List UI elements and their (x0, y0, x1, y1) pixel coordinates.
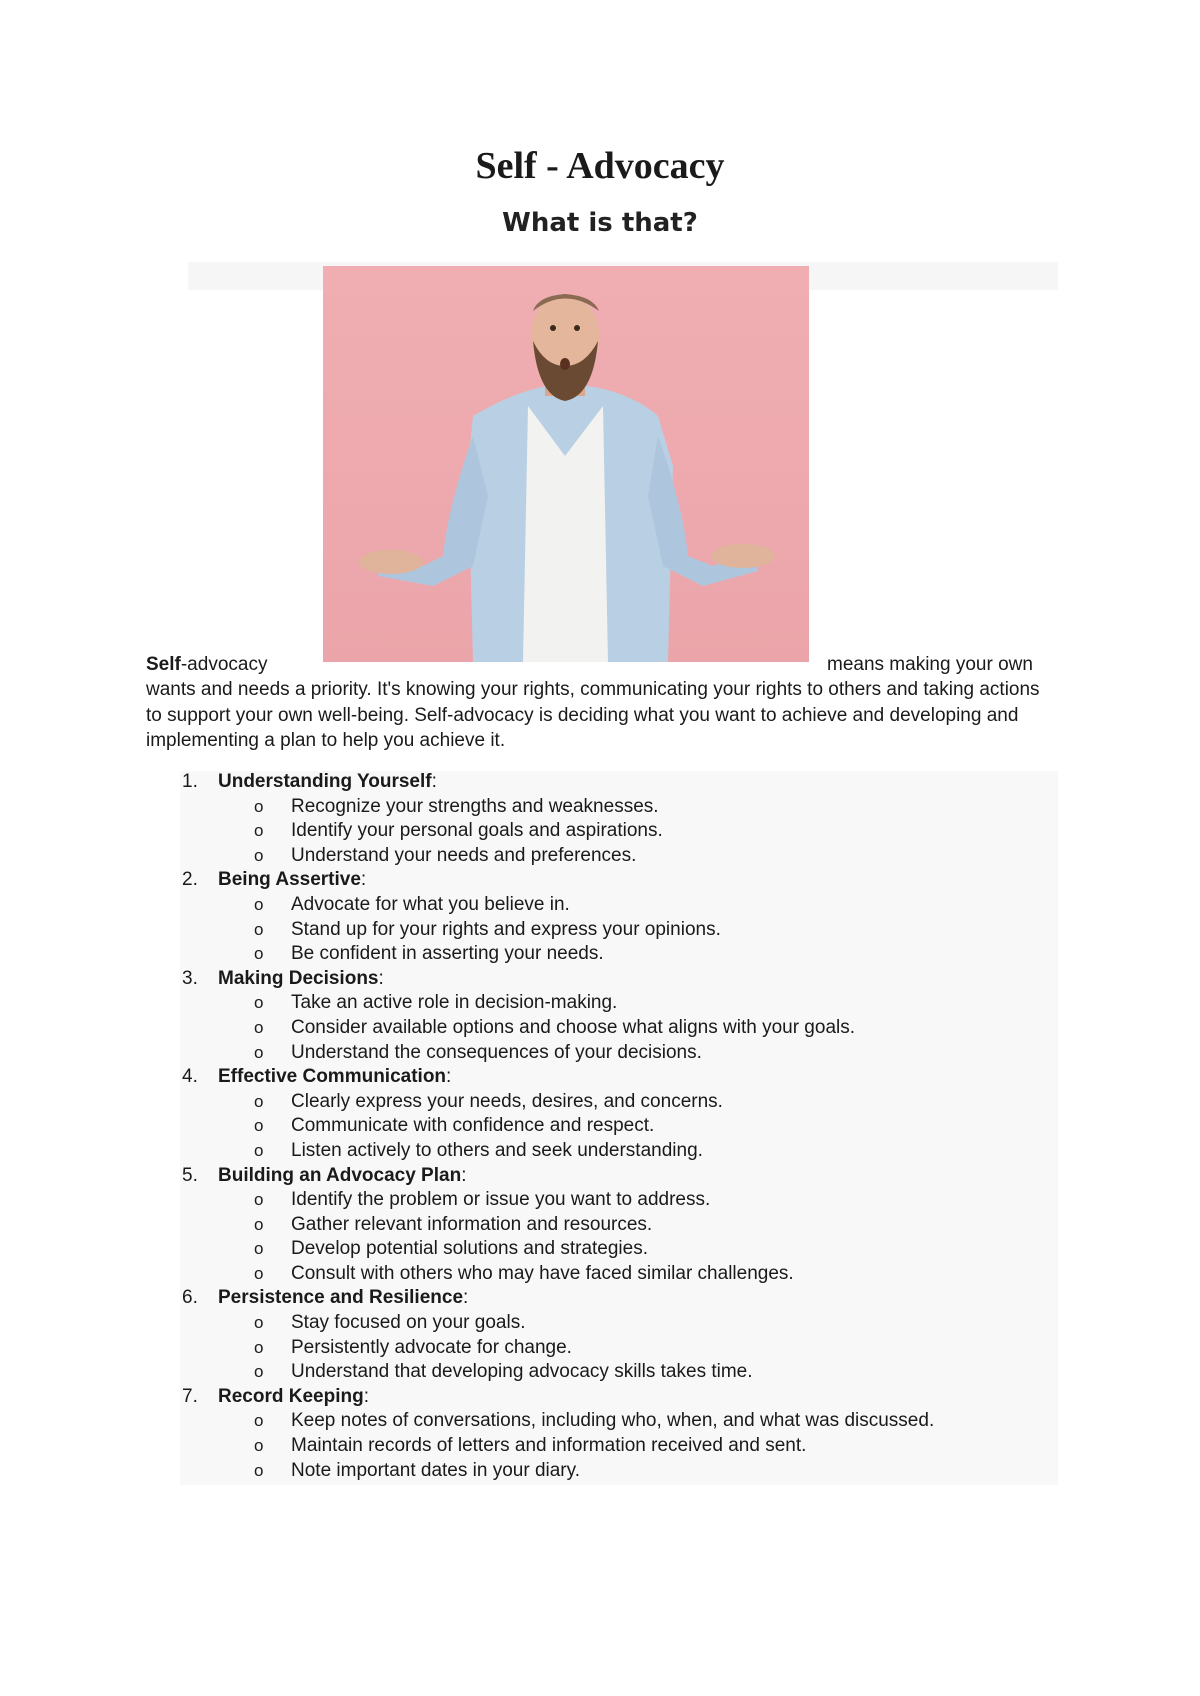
list-item-text: Recognize your strengths and weaknesses. (291, 795, 659, 817)
shrugging-man-photo (323, 266, 809, 662)
list-item (0, 1090, 1200, 1115)
list-item-text: Stay focused on your goals. (291, 1312, 526, 1334)
section-number: 5. (182, 1164, 198, 1186)
section-number: 6. (182, 1287, 198, 1309)
list-item (0, 1459, 1200, 1484)
section-title: Being Assertive: (218, 869, 367, 891)
bullet-circle-icon: o (254, 1214, 264, 1234)
list-item-text: Listen actively to others and seek understanding. (291, 1139, 703, 1161)
section-heading (0, 770, 1200, 795)
bullet-circle-icon: o (254, 821, 264, 841)
bullet-circle-icon: o (254, 1017, 264, 1037)
list-item (0, 795, 1200, 820)
list-item-text: Develop potential solutions and strategies. (291, 1238, 649, 1260)
list-item-text: Understand the consequences of your decisions. (291, 1041, 702, 1063)
section-title: Effective Communication: (218, 1066, 452, 1088)
list-item-text: Clearly express your needs, desires, and concerns. (291, 1090, 723, 1112)
bullet-circle-icon: o (254, 894, 264, 914)
section-title: Making Decisions: (218, 967, 384, 989)
section-heading (0, 1164, 1200, 1189)
list-item (0, 942, 1200, 967)
list-item (0, 1262, 1200, 1287)
bullet-circle-icon: o (254, 1362, 264, 1382)
bullet-circle-icon: o (254, 1460, 264, 1480)
section-number: 7. (182, 1385, 198, 1407)
bullet-circle-icon: o (254, 944, 264, 964)
bullet-circle-icon: o (254, 1116, 264, 1136)
intro-first-line (146, 652, 267, 677)
list-item-text: Maintain records of letters and information received and sent. (291, 1435, 807, 1457)
intro-paragraph: wants and needs a priority. It's knowing your rights, communicating your rights to others and taking actions to support your own well-being. Self-advocacy is deciding what you want to achieve and developing and implementing a plan to help you achieve it. (146, 679, 1040, 751)
section-heading (0, 1065, 1200, 1090)
section-heading (0, 967, 1200, 992)
list-item (0, 1409, 1200, 1434)
intro-first-line-end: means making your own (827, 654, 1033, 675)
list-item-text: Keep notes of conversations, including who, when, and what was discussed. (291, 1410, 935, 1432)
intro-bold-word: Self (146, 654, 181, 675)
list-item-text: Take an active role in decision-making. (291, 992, 618, 1014)
list-item-text: Communicate with confidence and respect. (291, 1115, 655, 1137)
list-item (0, 1237, 1200, 1262)
list-item (0, 1434, 1200, 1459)
bullet-circle-icon: o (254, 1337, 264, 1357)
bullet-circle-icon: o (254, 1263, 264, 1283)
section-title: Record Keeping: (218, 1385, 369, 1407)
list-item (0, 893, 1200, 918)
list-item-text: Identify your personal goals and aspirations. (291, 820, 663, 842)
bullet-circle-icon: o (254, 1042, 264, 1062)
list-item-text: Gather relevant information and resources. (291, 1213, 653, 1235)
page-title: Self - Advocacy (475, 145, 725, 187)
list-item-text: Consider available options and choose what aligns with your goals. (291, 1016, 856, 1038)
bullet-circle-icon: o (254, 1190, 264, 1210)
list-item (0, 1336, 1200, 1361)
list-item-text: Consult with others who may have faced similar challenges. (291, 1262, 794, 1284)
bullet-circle-icon: o (254, 919, 264, 939)
bullet-circle-icon: o (254, 796, 264, 816)
bullet-circle-icon: o (254, 845, 264, 865)
section-number: 2. (182, 869, 198, 891)
list-item (0, 1188, 1200, 1213)
list-item (0, 844, 1200, 869)
bullet-circle-icon: o (254, 1436, 264, 1456)
section-number: 3. (182, 967, 198, 989)
list-item (0, 1016, 1200, 1041)
list-item-text: Understand that developing advocacy skills takes time. (291, 1361, 753, 1383)
list-item-text: Stand up for your rights and express your opinions. (291, 918, 721, 940)
intro-first-fragment: -advocacy (180, 654, 268, 675)
list-item (0, 918, 1200, 943)
bullet-circle-icon: o (254, 1313, 264, 1333)
page-subtitle: What is that? (502, 208, 698, 238)
bullet-circle-icon: o (254, 1239, 264, 1259)
list-item (0, 1213, 1200, 1238)
list-item-text: Advocate for what you believe in. (291, 893, 570, 915)
list-item (0, 819, 1200, 844)
section-heading (0, 1286, 1200, 1311)
section-title: Building an Advocacy Plan: (218, 1164, 467, 1186)
bullet-circle-icon: o (254, 1411, 264, 1431)
list-item (0, 1139, 1200, 1164)
bullet-circle-icon: o (254, 993, 264, 1013)
list-item (0, 1114, 1200, 1139)
list-item-text: Identify the problem or issue you want to address. (291, 1189, 711, 1211)
bullet-circle-icon: o (254, 1091, 264, 1111)
section-heading (0, 1385, 1200, 1410)
list-item-text: Understand your needs and preferences. (291, 844, 637, 866)
section-number: 4. (182, 1066, 198, 1088)
list-item-text: Be confident in asserting your needs. (291, 943, 604, 965)
section-number: 1. (182, 771, 198, 792)
list-item (0, 1311, 1200, 1336)
list-item-text: Persistently advocate for change. (291, 1336, 572, 1358)
self-advocacy-list (0, 770, 1200, 1483)
list-item (0, 991, 1200, 1016)
list-item (0, 1360, 1200, 1385)
list-item (0, 1041, 1200, 1066)
bullet-circle-icon: o (254, 1140, 264, 1160)
list-item-text: Note important dates in your diary. (291, 1459, 581, 1481)
section-title: Understanding Yourself: (218, 771, 437, 792)
section-heading (0, 868, 1200, 893)
section-title: Persistence and Resilience: (218, 1287, 469, 1309)
